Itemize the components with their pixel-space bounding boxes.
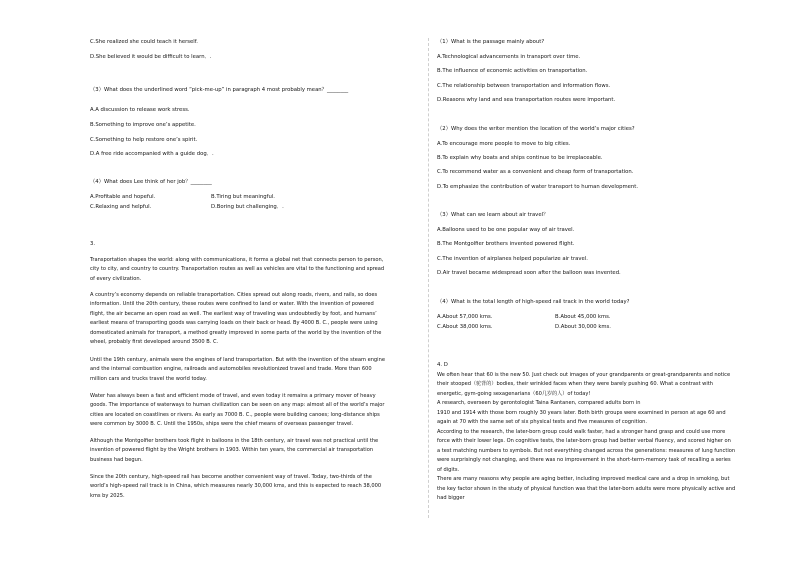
- passage-line: million cars and trucks travel the world today.: [90, 376, 207, 382]
- option-c: C.The invention of airplanes helped popularize air travel.: [437, 256, 588, 262]
- passage-line: had bigger: [437, 495, 465, 501]
- passage-line: invention of powered flight by the Wright brothers in 1903. Within ten years, the commercial air transportation: [90, 447, 374, 453]
- option-d: D.Boring but challenging．.: [211, 204, 284, 210]
- option-d: D.Reasons why land and sea transportation routes were important.: [437, 97, 616, 103]
- question-3: （3）What can we learn about air travel？: [437, 212, 549, 218]
- question-3: （3）What does the underlined word “pick-me-up” in paragraph 4 most probably mean？________: [90, 87, 349, 93]
- passage-line: cities are located on coastlines or rivers. As early as 7000 B. C., people were building canoes; long-distance ships: [90, 412, 380, 418]
- passage-line: A country’s economy depends on reliable transportation. Cities spread out along roads, rivers, and rails, so does: [90, 292, 378, 298]
- passage-line: domesticated animals for transport, a method greatly improved in some parts of the world by the invention of the: [90, 330, 382, 336]
- passage-line: wheel, probably first developed around 3500 B. C.: [90, 339, 219, 345]
- option-b: B.Tiring but meaningful.: [211, 194, 275, 200]
- question-2: （2）Why does the writer mention the location of the world’s major cities?: [437, 126, 635, 132]
- passage-line: world’s high-speed rail track is in China, which measures nearly 30,000 kms, and this is expected to reach 38,000: [90, 483, 382, 489]
- passage-line: kms by 2025.: [90, 493, 125, 499]
- option-c: C.To recommend water as a convenient and cheap form of transportation.: [437, 169, 634, 175]
- section-number: 3.: [90, 241, 96, 247]
- passage-line: Although the Montgolfier brothers took flight in balloons in the 18th century, air travel was not practical until the: [90, 438, 379, 444]
- option-a: A.Technological advancements in transport over time.: [437, 54, 581, 60]
- section-label: 4. D: [437, 362, 448, 368]
- passage-line: Until the 19th century, animals were the engines of land transportation. But with the invention of the steam engine: [90, 357, 385, 363]
- option-c: C.Relaxing and helpful.: [90, 204, 152, 210]
- option-b: B.The Montgolfier brothers invented powered flight.: [437, 241, 575, 247]
- option-d: D.To emphasize the contribution of water transport to human development.: [437, 184, 639, 190]
- option-d: D.Air travel became widespread soon after the balloon was invented.: [437, 270, 621, 276]
- passage-line: earliest means of transporting goods was carrying loads on their back or head. By 4000 B. C., people were using: [90, 320, 378, 326]
- option-b: B.To explain why boats and ships continue to be irreplaceable.: [437, 155, 603, 161]
- option-d: D.She believed it would be difficult to learn．.: [90, 54, 212, 60]
- passage-line: and the internal combustion engine, railroads and automobiles revolutionized travel and trade. More than 600: [90, 366, 372, 372]
- passage-line: the key factor shown in the study of physical function was that the later-born adults were more physically active and: [437, 486, 736, 492]
- passage-line: Since the 20th century, high-speed rail has become another convenient way of travel. Today, two-thirds of the: [90, 474, 372, 480]
- passage-line: city to city, and country to country. Transportation routes as well as vehicles are vital to the functioning and spread: [90, 266, 385, 272]
- option-c: C.She realized she could teach it herself.: [90, 39, 198, 45]
- option-b: B.Something to improve one’s appetite.: [90, 122, 196, 128]
- question-4: （4）What is the total length of high-speed rail track in the world today?: [437, 299, 630, 305]
- passage-line: their stooped（驼背的）bodies, their wrinkled faces when they were barely pushing 60. What a contrast with: [437, 381, 713, 387]
- passage-line: flight, the air became an open road as well. The earliest way of traveling was undoubtedly by foot, and humans’: [90, 311, 377, 317]
- passage-line: were surprisingly not changing, and there was no improvement in the short-term-memory task of recalling a series: [437, 457, 731, 463]
- passage-line: of every civilization.: [90, 276, 142, 282]
- passage-line: We often hear that 60 is the new 50. Just check out images of your grandparents or great-grandparents and notice: [437, 372, 731, 378]
- passage-line: Transportation shapes the world: along with communications, it forms a global net that connects person to person,: [90, 257, 384, 263]
- passage-line: 1910 and 1914 with those born roughly 30 years later. Both birth groups were examined in person at age 60 and: [437, 410, 726, 416]
- passage-line: business had begun.: [90, 457, 143, 463]
- option-a: A.To encourage more people to move to big cities.: [437, 141, 571, 147]
- option-b: B.About 45,000 kms.: [555, 314, 611, 320]
- page-fold-line: [428, 38, 429, 518]
- passage-line: goods. The importance of waterways to human civilization can be seen on any map: almost all of the world’s major: [90, 402, 385, 408]
- passage-line: According to the research, the later-born group could walk faster, had a stronger hand grasp and could use more: [437, 429, 726, 435]
- option-a: A.Balloons used to be one popular way of air travel.: [437, 227, 575, 233]
- option-d: D.About 30,000 kms.: [555, 324, 611, 330]
- question-4: （4）What does Lee think of her job？________: [90, 179, 212, 185]
- passage-line: of digits.: [437, 467, 460, 473]
- option-c: C.The relationship between transportation and information flows.: [437, 83, 611, 89]
- passage-line: again at 70 with the same set of six physical tests and five measures of cognition.: [437, 419, 648, 425]
- passage-line: There are many reasons why people are aging better, including improved medical care and a drop in smoking, but: [437, 476, 730, 482]
- option-a: A.Profitable and hopeful.: [90, 194, 156, 200]
- option-c: C.About 38,000 kms.: [437, 324, 493, 330]
- passage-line: force with their lower legs. On cognitive tests, the later-born group had better verbal fluency, and scored higher on: [437, 438, 731, 444]
- option-d: D.A free ride accompanied with a guide dog．.: [90, 151, 214, 157]
- passage-line: information. Until the 20th century, these routes were confined to land or water. With the invention of powered: [90, 301, 374, 307]
- passage-line: a test matching numbers to symbols. But not everything changed across the generations: measures of lung function: [437, 448, 736, 454]
- passage-line: Water has always been a fast and efficient mode of travel, and even today it remains a primary mover of heavy: [90, 393, 376, 399]
- option-a: A.A discussion to release work stress.: [90, 107, 190, 113]
- option-c: C.Something to help restore one’s spirit.: [90, 137, 198, 143]
- question-1: （1）What is the passage mainly about?: [437, 39, 545, 45]
- passage-line: were common by 3000 B. C. Until the 1950s, ships were the chief means of overseas passenger travel.: [90, 421, 354, 427]
- passage-line: energetic, gym-going sexagenarians（60几岁的人）of today!: [437, 391, 591, 397]
- option-a: A.About 57,000 kms.: [437, 314, 493, 320]
- passage-line: A research, overseen by gerontologist Taina Rantanen, compared adults born in: [437, 400, 641, 406]
- option-b: B.The influence of economic activities on transportation.: [437, 68, 588, 74]
